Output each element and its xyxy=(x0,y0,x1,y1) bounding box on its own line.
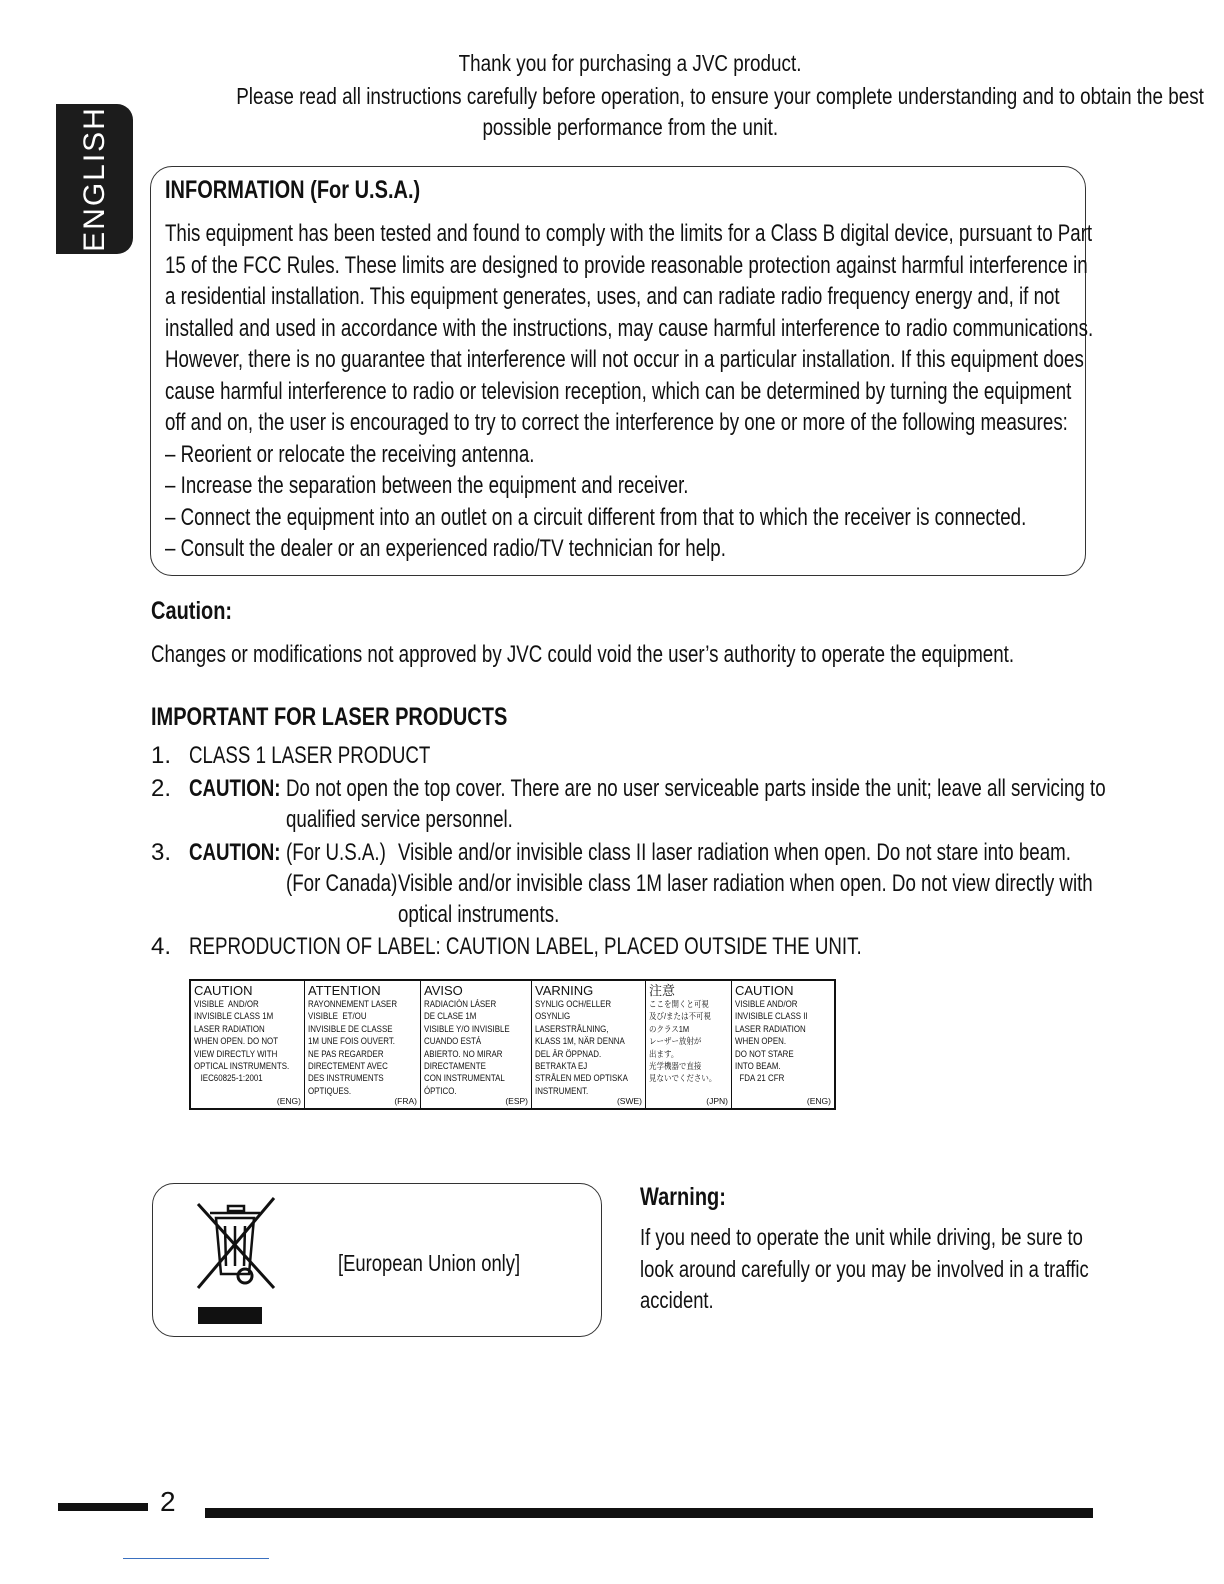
laser-item-3-number: 3. xyxy=(151,839,172,866)
laser-item-4-number: 4. xyxy=(151,933,172,960)
laser-title: IMPORTANT FOR LASER PRODUCTS xyxy=(151,703,508,731)
label-cell-jpn: 注意 ここを開くと可視 及び/または不可視 のクラス1M レーザー放射が 出ます。 光学機器で直接 見ないでください。 (JPN) xyxy=(646,981,732,1108)
caution-title: Caution: xyxy=(151,597,233,625)
information-paragraph: This equipment has been tested and found to comply with the limits for a Class B digital device, pursuant to Part 15 of the FCC Rules. These limits are designed to provide reasonable protection against harmful interference in a residential installation. This equipment generates, uses, and can radiate radio frequency energy and, if not installed and used in accordance with the instructions, may cause harmful interference to radio communications. However, there is no guarantee that interference will not occur in a particular installation. If this equipment does cause harmful interference to radio or television reception, which can be determined by turning the equipment off and on, the user is encouraged to try to correct the interference by one or more of the following measures: – Reorient or relocate the receiving antenna. – Increase the separation between the equipment and receiver. – Connect the equipment into an outlet on a circuit different from that to which the receiver is connected. – Consult the dealer or an experienced radio/TV technician for help. xyxy=(165,218,1224,565)
scan-artifact-line xyxy=(123,1558,269,1559)
laser-item-3-text-canada-cont: optical instruments. xyxy=(398,901,560,928)
laser-item-3-text-usa: Visible and/or invisible class II laser radiation when open. Do not stare into beam. xyxy=(398,839,1071,866)
laser-item-2-label: CAUTION: xyxy=(189,775,281,802)
eu-only-text: [European Union only] xyxy=(338,1250,521,1276)
laser-item-3-region-usa: (For U.S.A.) xyxy=(286,839,386,866)
intro-line-3: possible performance from the unit. xyxy=(482,114,778,140)
laser-item-3-text-canada: Visible and/or invisible class 1M laser radiation when open. Do not view directly with xyxy=(398,870,1093,897)
laser-item-3-region-canada: (For Canada) xyxy=(286,870,398,897)
footer-rule-left xyxy=(58,1503,148,1511)
measure-item: – Consult the dealer or an experienced radio/TV technician for help. xyxy=(165,535,726,562)
laser-item-1-text: CLASS 1 LASER PRODUCT xyxy=(189,742,431,769)
measure-item: – Reorient or relocate the receiving antenna. xyxy=(165,440,535,468)
label-cell-swe: VARNING SYNLIG OCH/ELLER OSYNLIG LASERSTRÅLNING, KLASS 1M, NÄR DENNA DEL ÄR ÖPPNAD. BETRAKTA EJ STRÅLEN MED OPTISKA INSTRUMENT. (SWE) xyxy=(532,981,646,1108)
caution-text: Changes or modifications not approved by JVC could void the user’s authority to operate the equipment. xyxy=(151,641,1015,668)
laser-item-2-text-cont: qualified service personnel. xyxy=(286,806,513,833)
measure-item: – Connect the equipment into an outlet on a circuit different from that to which the receiver is connected. xyxy=(165,503,1027,531)
measure-item: – Increase the separation between the equipment and receiver. xyxy=(165,472,689,499)
laser-item-2-text: Do not open the top cover. There are no user serviceable parts inside the unit; leave all servicing to xyxy=(286,775,1106,802)
language-tab xyxy=(56,104,133,254)
footer-rule-right xyxy=(205,1508,1093,1518)
information-title: INFORMATION (For U.S.A.) xyxy=(165,176,421,204)
page-number: 2 xyxy=(160,1486,176,1517)
language-tab-label: ENGLISH xyxy=(77,106,111,252)
laser-item-2-number: 2. xyxy=(151,775,172,802)
label-cell-eng-2: CAUTION VISIBLE AND/OR INVISIBLE CLASS II LASER RADIATION WHEN OPEN. DO NOT STARE INTO BEAM. FDA 21 CFR (ENG) xyxy=(735,983,831,1106)
laser-item-1-number: 1. xyxy=(151,742,172,769)
label-cell-fra: ATTENTION RAYONNEMENT LASER VISIBLE ET/OU INVISIBLE DE CLASSE 1M UNE FOIS OUVERT. NE PAS REGARDER DIRECTEMENT AVEC DES INSTRUMENTS OPTIQUES. (FRA) xyxy=(305,981,421,1108)
warning-title: Warning: xyxy=(640,1183,726,1211)
crossed-bin-icon xyxy=(190,1196,285,1328)
label-cell-esp: AVISO RADIACIÓN LÁSER DE CLASE 1M VISIBLE Y/O INVISIBLE CUANDO ESTÁ ABIERTO. NO MIRAR DIRECTAMENTE CON INSTRUMENTAL ÓPTICO. (ESP) xyxy=(421,981,532,1108)
laser-item-3-label: CAUTION: xyxy=(189,839,281,866)
intro-line-2: Please read all instructions carefully before operation, to ensure your complete understanding and to obtain the best xyxy=(236,83,1204,109)
warning-text: If you need to operate the unit while driving, be sure to look around carefully or you may be involved in a traffic accident. xyxy=(640,1224,1089,1313)
caution-label-reproduction xyxy=(189,979,836,1110)
intro-line-1: Thank you for purchasing a JVC product. xyxy=(458,50,802,76)
laser-item-4-text: REPRODUCTION OF LABEL: CAUTION LABEL, PLACED OUTSIDE THE UNIT. xyxy=(189,933,862,960)
label-cell-eng: CAUTION VISIBLE AND/OR INVISIBLE CLASS 1M LASER RADIATION WHEN OPEN. DO NOT VIEW DIRECTLY WITH OPTICAL INSTRUMENTS. IEC60825-1:2001 (ENG) xyxy=(191,981,305,1108)
